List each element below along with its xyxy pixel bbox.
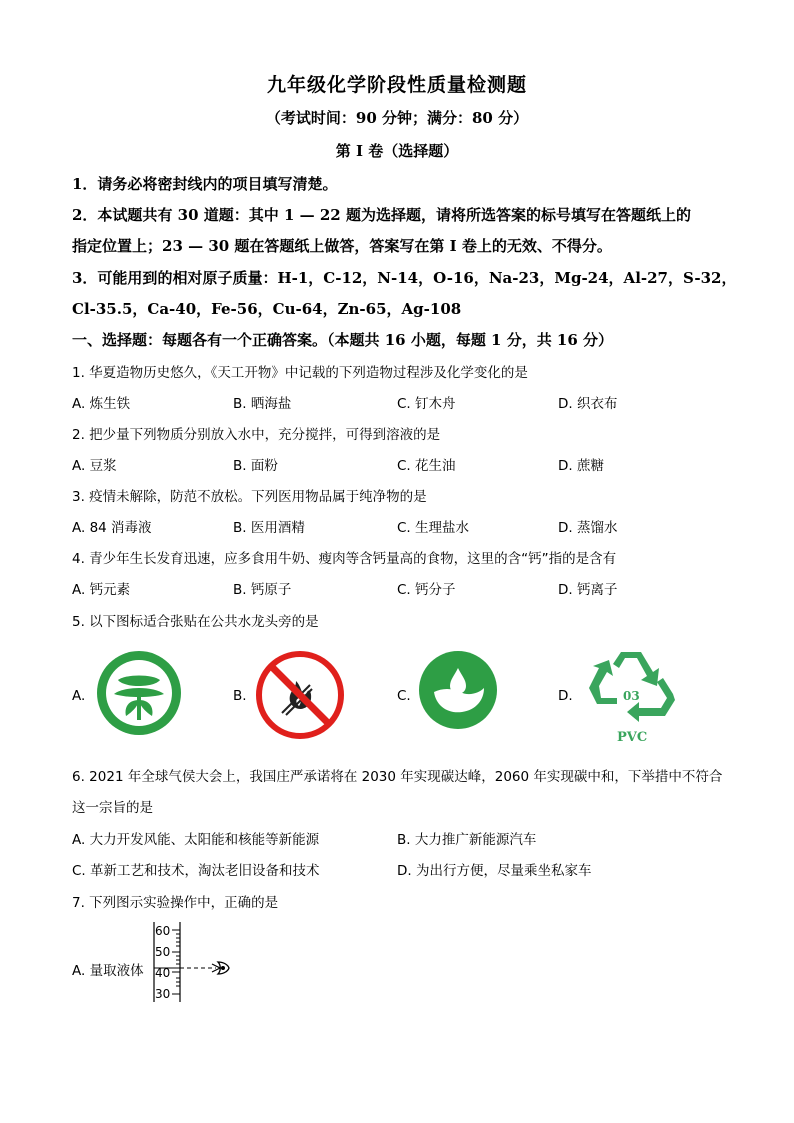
q5-stem: 5. 以下图标适合张贴在公共水龙头旁的是 <box>72 614 319 630</box>
section-title: 第 I 卷（选择题） <box>335 142 459 160</box>
exam-subtitle: （考试时间：90 分钟；满分：80 分） <box>265 109 529 127</box>
q4-option-d: D. 钙离子 <box>558 582 618 598</box>
water-saving-icon <box>418 650 498 730</box>
q5-option-a: A. <box>72 688 86 704</box>
note-3a: 3．可能用到的相对原子质量：H-1，C-12，N-14，O-16，Na-23，Mg-24，Al-27，S-32， <box>72 269 737 287</box>
q3-option-d: D. 蒸馏水 <box>558 520 618 536</box>
q2-option-b: B. 面粉 <box>233 458 278 474</box>
q6-stem-line2: 这一宗旨的是 <box>72 800 153 816</box>
cylinder-tick-60: 60 <box>155 924 171 938</box>
q6-option-c: C. 革新工艺和技术，淘汰老旧设备和技术 <box>72 863 320 879</box>
q4-stem: 4. 青少年生长发育迅速，应多食用牛奶、瘦肉等含钙量高的食物，这里的含“钙”指的是含有 <box>72 551 617 567</box>
q1-option-b: B. 晒海盐 <box>233 396 292 412</box>
q5-option-c: C. <box>397 688 411 704</box>
q3-option-b: B. 医用酒精 <box>233 520 305 536</box>
q1-stem: 1. 华夏造物历史悠久，《天工开物》中记载的下列造物过程涉及化学变化的是 <box>72 365 528 381</box>
q6-option-a: A. 大力开发风能、太阳能和核能等新能源 <box>72 832 320 848</box>
q4-option-c: C. 钙分子 <box>397 582 456 598</box>
q4-option-b: B. 钙原子 <box>233 582 292 598</box>
q6-stem-line1: 6. 2021 年全球气侯大会上，我国庄严承诺将在 2030 年实现碳达峰，2060 年实现碳中和，下举措中不符合 <box>72 769 723 785</box>
note-2b: 指定位置上；23 — 30 题在答题纸上做答，答案写在第 I 卷上的无效、不得分。 <box>72 237 612 255</box>
q7-stem: 7. 下列图示实验操作中，正确的是 <box>72 895 279 911</box>
note-2a: 2．本试题共有 30 道题：其中 1 — 22 题为选择题，请将所选答案的标号填写在答题纸上的 <box>72 206 691 224</box>
q3-option-c: C. 生理盐水 <box>397 520 470 536</box>
cylinder-tick-40: 40 <box>155 966 171 980</box>
q3-option-a: A. 84 消毒液 <box>72 520 152 536</box>
cylinder-tick-50: 50 <box>155 945 171 959</box>
q3-stem: 3. 疫情未解除，防范不放松。下列医用物品属于纯净物的是 <box>72 489 427 505</box>
q7-option-a: A. 量取液体 <box>72 963 144 979</box>
q6-option-b: B. 大力推广新能源汽车 <box>397 832 537 848</box>
q1-option-c: C. 钉木舟 <box>397 396 456 412</box>
exam-title: 九年级化学阶段性质量检测题 <box>266 74 527 96</box>
q1-option-a: A. 炼生铁 <box>72 396 131 412</box>
recycle-label: PVC <box>617 730 648 745</box>
note-1: 1．请务必将密封线内的项目填写清楚。 <box>72 175 338 193</box>
note-3b: Cl-35.5，Ca-40，Fe-56，Cu-64，Zn-65，Ag-108 <box>72 300 462 318</box>
green-food-label-icon <box>96 650 182 736</box>
part1-heading: 一、选择题：每题各有一个正确答案。（本题共 16 小题，每题 1 分，共 16 分） <box>72 331 614 349</box>
q5-option-b: B. <box>233 688 247 704</box>
q2-option-c: C. 花生油 <box>397 458 456 474</box>
recycle-number: 03 <box>623 689 640 703</box>
no-fire-icon <box>256 651 344 739</box>
q2-option-a: A. 豆浆 <box>72 458 117 474</box>
q5-option-d: D. <box>558 688 573 704</box>
q2-stem: 2. 把少量下列物质分别放入水中，充分搅拌，可得到溶液的是 <box>72 427 441 443</box>
cylinder-tick-30: 30 <box>155 987 171 1001</box>
q6-option-d: D. 为出行方便，尽量乘坐私家车 <box>397 863 592 879</box>
q2-option-d: D. 蔗糖 <box>558 458 604 474</box>
q1-option-d: D. 织衣布 <box>558 396 618 412</box>
q4-option-a: A. 钙元素 <box>72 582 131 598</box>
recycle-pvc-icon <box>583 646 679 728</box>
